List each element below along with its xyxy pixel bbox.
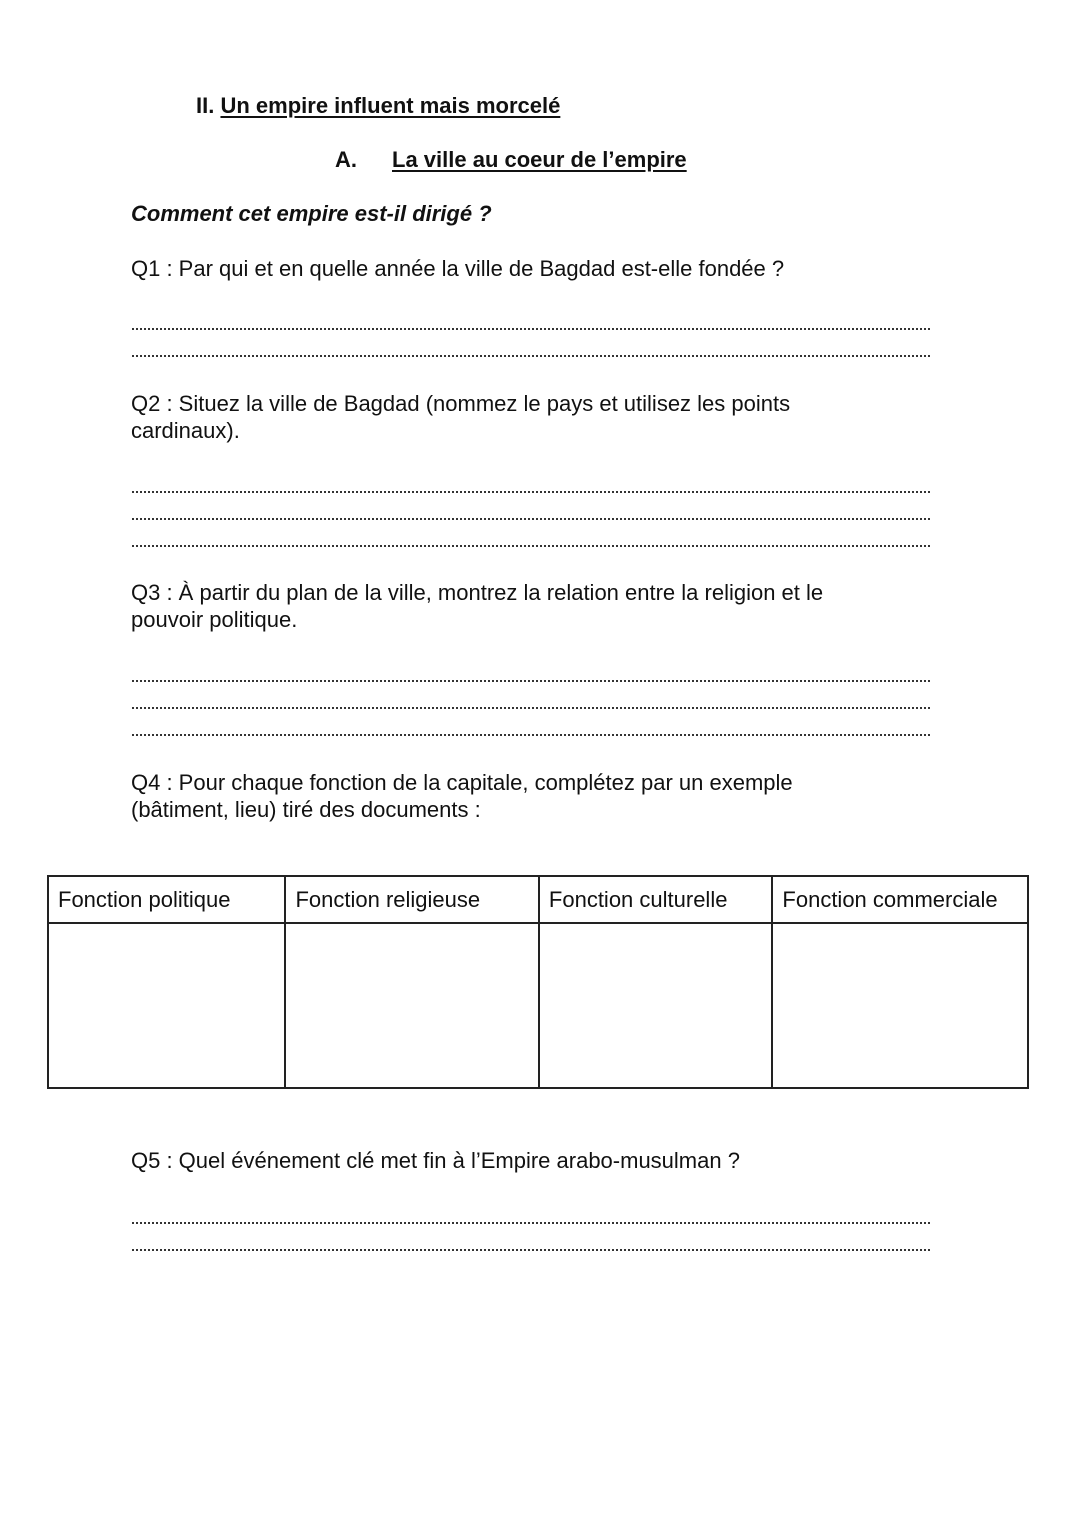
question-3-line-1: Q3 : À partir du plan de la ville, montrez la relation entre la religion et le [131,580,824,605]
question-2-line-2: cardinaux). [131,418,240,443]
question-4-line-1: Q4 : Pour chaque fonction de la capitale, complétez par un exemple [131,770,793,795]
answer-line [132,680,930,682]
answer-line [132,545,930,547]
header-religious: Fonction religieuse [285,876,538,923]
cell-political[interactable] [48,923,285,1088]
cell-religious[interactable] [285,923,538,1088]
table-row [48,923,1028,1088]
answer-line [132,1249,930,1251]
cell-cultural[interactable] [539,923,773,1088]
question-3 [131,579,823,633]
question-4 [131,769,793,823]
subsection-letter: A. [335,147,357,172]
answer-line [132,1222,930,1224]
functions-table [47,875,1029,1089]
question-5: Q5 : Quel événement clé met fin à l’Empire arabo-musulman ? [131,1148,740,1173]
section-number: II. [196,93,215,118]
question-2-line-1: Q2 : Situez la ville de Bagdad (nommez le pays et utilisez les points [131,391,791,416]
question-4-line-2: (bâtiment, lieu) tiré des documents : [131,797,481,822]
answer-line [132,734,930,736]
answer-line [132,355,930,357]
answer-line [132,328,930,330]
guiding-question: Comment cet empire est-il dirigé ? [131,201,492,226]
subsection-title: La ville au coeur de l’empire [392,147,687,172]
answer-line [132,491,930,493]
table-header-row [48,876,1028,923]
answer-line [132,518,930,520]
header-commercial: Fonction commerciale [772,876,1028,923]
section-title: Un empire influent mais morcelé [220,93,561,118]
header-political: Fonction politique [48,876,285,923]
section-heading [196,92,560,119]
question-1: Q1 : Par qui et en quelle année la ville de Bagdad est-elle fondée ? [131,256,785,281]
question-3-line-2: pouvoir politique. [131,607,298,632]
answer-line [132,707,930,709]
question-2 [131,390,790,444]
cell-commercial[interactable] [772,923,1028,1088]
header-cultural: Fonction culturelle [539,876,773,923]
